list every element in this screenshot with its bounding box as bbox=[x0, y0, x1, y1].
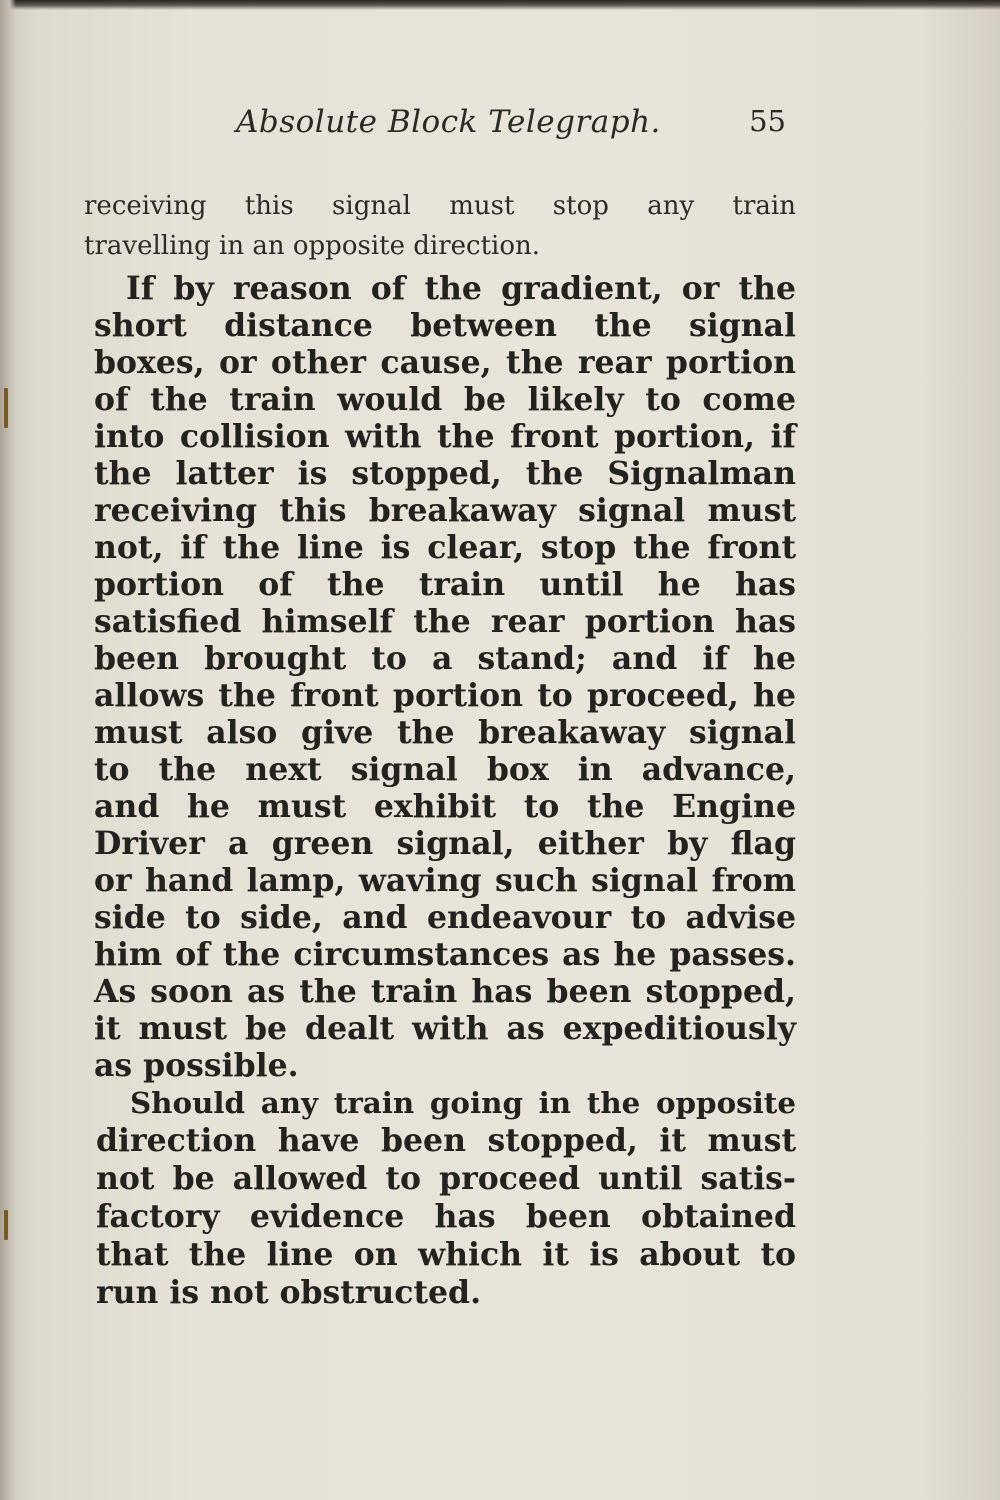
text-line: and he must exhibit to the Engine bbox=[94, 788, 796, 825]
text-line: of the train would be likely to come bbox=[94, 381, 796, 418]
gutter-mark bbox=[4, 1210, 8, 1240]
page-header bbox=[236, 104, 796, 148]
page-gutter bbox=[0, 0, 16, 1500]
text-line: or hand lamp, waving such signal from bbox=[94, 862, 796, 899]
text-line: as possible. bbox=[94, 1047, 299, 1084]
text-line: not, if the line is clear, stop the front bbox=[94, 529, 796, 566]
text-line: Should any train going in the opposite bbox=[130, 1085, 796, 1120]
text-line: not be allowed to proceed until satis- bbox=[96, 1160, 796, 1197]
running-head: Absolute Block Telegraph. bbox=[236, 104, 661, 140]
paragraph-opposite-direction bbox=[84, 1084, 796, 1312]
page-number: 55 bbox=[749, 104, 786, 138]
paragraph-breakaway-rule bbox=[84, 270, 796, 1084]
text-line: allows the front portion to proceed, he bbox=[94, 677, 796, 714]
gutter-mark bbox=[4, 388, 8, 428]
text-line: boxes, or other cause, the rear portion bbox=[94, 344, 796, 381]
text-line: side to side, and endeavour to advise bbox=[94, 899, 796, 936]
body-text bbox=[84, 186, 796, 1312]
text-line: run is not obstructed. bbox=[96, 1274, 482, 1311]
text-line: portion of the train until he has bbox=[94, 566, 796, 603]
text-line: been brought to a stand; and if he bbox=[94, 640, 796, 677]
text-line: If by reason of the gradient, or the bbox=[126, 270, 796, 307]
text-line: Driver a green signal, either by flag bbox=[94, 825, 796, 862]
text-line: it must be dealt with as expeditiously bbox=[94, 1010, 796, 1047]
text-line: must also give the breakaway signal bbox=[94, 714, 796, 751]
text-line: to the next signal box in advance, bbox=[94, 751, 796, 788]
text-line: him of the circumstances as he passes. bbox=[94, 936, 796, 973]
text-line: the latter is stopped, the Signalman bbox=[94, 455, 796, 492]
text-line: factory evidence has been obtained bbox=[96, 1198, 796, 1235]
text-line: short distance between the signal bbox=[94, 307, 796, 344]
text-line: direction have been stopped, it must bbox=[96, 1122, 796, 1159]
text-line: travelling in an opposite direction. bbox=[84, 231, 541, 261]
text-line: satisfied himself the rear portion has bbox=[94, 603, 796, 640]
top-edge-shadow bbox=[0, 0, 1000, 10]
text-line: As soon as the train has been stopped, bbox=[94, 973, 796, 1010]
text-line: receiving this breakaway signal must bbox=[94, 492, 796, 529]
paragraph-continued bbox=[84, 186, 796, 266]
text-line: that the line on which it is about to bbox=[96, 1236, 796, 1273]
text-line: into collision with the front portion, if bbox=[94, 418, 796, 455]
text-line: receiving this signal must stop any train bbox=[84, 191, 796, 221]
